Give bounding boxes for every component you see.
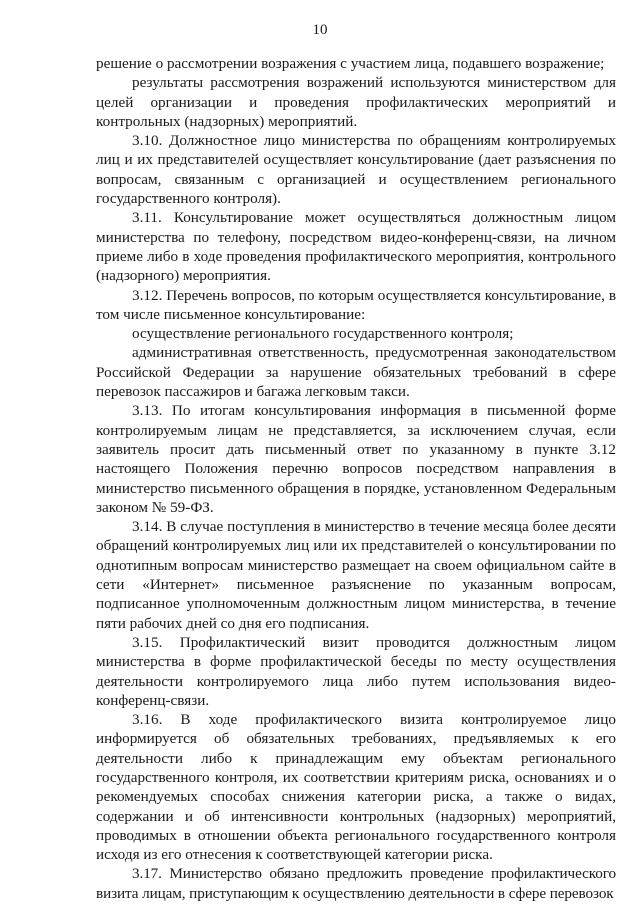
paragraph-3-12: 3.12. Перечень вопросов, по которым осуществляется консультирование, в том числе письменное консультирование: — [96, 286, 616, 323]
paragraph-3-14: 3.14. В случае поступления в министерство в течение месяца более десяти обращений контролируемых лиц или их представителей о консультировании по однотипным вопросам министерство размещает на своем официальном сайте в сети «Интернет» письменное разъяснение по указанным вопросам, подписанное уполномоченным должностным лицом министерства, в течение пяти рабочих дней со дня его подписания. — [96, 518, 616, 632]
paragraph-3-17: 3.17. Министерство обязано предложить проведение профилактического визита лицам, приступающим к осуществлению деятельности в сфере перевозок — [96, 865, 616, 902]
paragraph-3-10: 3.10. Должностное лицо министерства по обращениям контролируемых лиц и их представителей осуществляет консультирование (дает разъяснения по вопросам, связанным с организацией и осуществлением регионального государственного контроля). — [96, 132, 616, 208]
paragraph-3-11: 3.11. Консультирование может осуществляться должностным лицом министерства по телефону, посредством видео-конференц-связи, на личном приеме либо в ходе проведения профилактического мероприятия, контрольного (надзорного) мероприятия. — [96, 209, 616, 285]
paragraph-objection-decision: решение о рассмотрении возражения с участием лица, подавшего возражение; — [96, 55, 605, 72]
list-item-regional-control: осуществление регионального государственного контроля; — [132, 325, 514, 343]
paragraph-3-15: 3.15. Профилактический визит проводится должностным лицом министерства в форме профилактической беседы по месту осуществления деятельности контролируемого лица либо путем использования видео-конференц-связи. — [96, 633, 616, 709]
list-item-administrative-liability: административная ответственность, предусмотренная законодательством Российской Федерации за нарушение обязательных требований в сфере перевозок пассажиров и багажа легковым такси. — [96, 344, 616, 401]
document-body — [96, 54, 616, 903]
paragraph-3-16: 3.16. В ходе профилактического визита контролируемое лицо информируется об обязательных требованиях, предъявляемых к его деятельности либо к принадлежащим ему объектам регионального государственного контроля, их соответствии критериям риска, основаниях и о рекомендуемых способах снижения категории риска, а также о видах, содержании и об интенсивности контрольных (надзорных) мероприятий, проводимых в отношении объекта регионального государственного контроля исходя из его отнесения к соответствующей категории риска. — [96, 711, 616, 864]
paragraph-objection-results: результаты рассмотрения возражений используются министерством для целей организации и проведения профилактических мероприятий и контрольных (надзорных) мероприятий. — [96, 74, 616, 130]
page-number: 10 — [312, 22, 328, 38]
paragraph-3-13: 3.13. По итогам консультирования информация в письменной форме контролируемым лицам не представляется, за исключением случая, если заявитель просит дать письменный ответ по указанному в пункте 3.12 настоящего Положения перечню вопросов посредством направления в министерство письменного обращения в порядке, установленном Федеральным законом № 59-ФЗ. — [96, 402, 616, 516]
